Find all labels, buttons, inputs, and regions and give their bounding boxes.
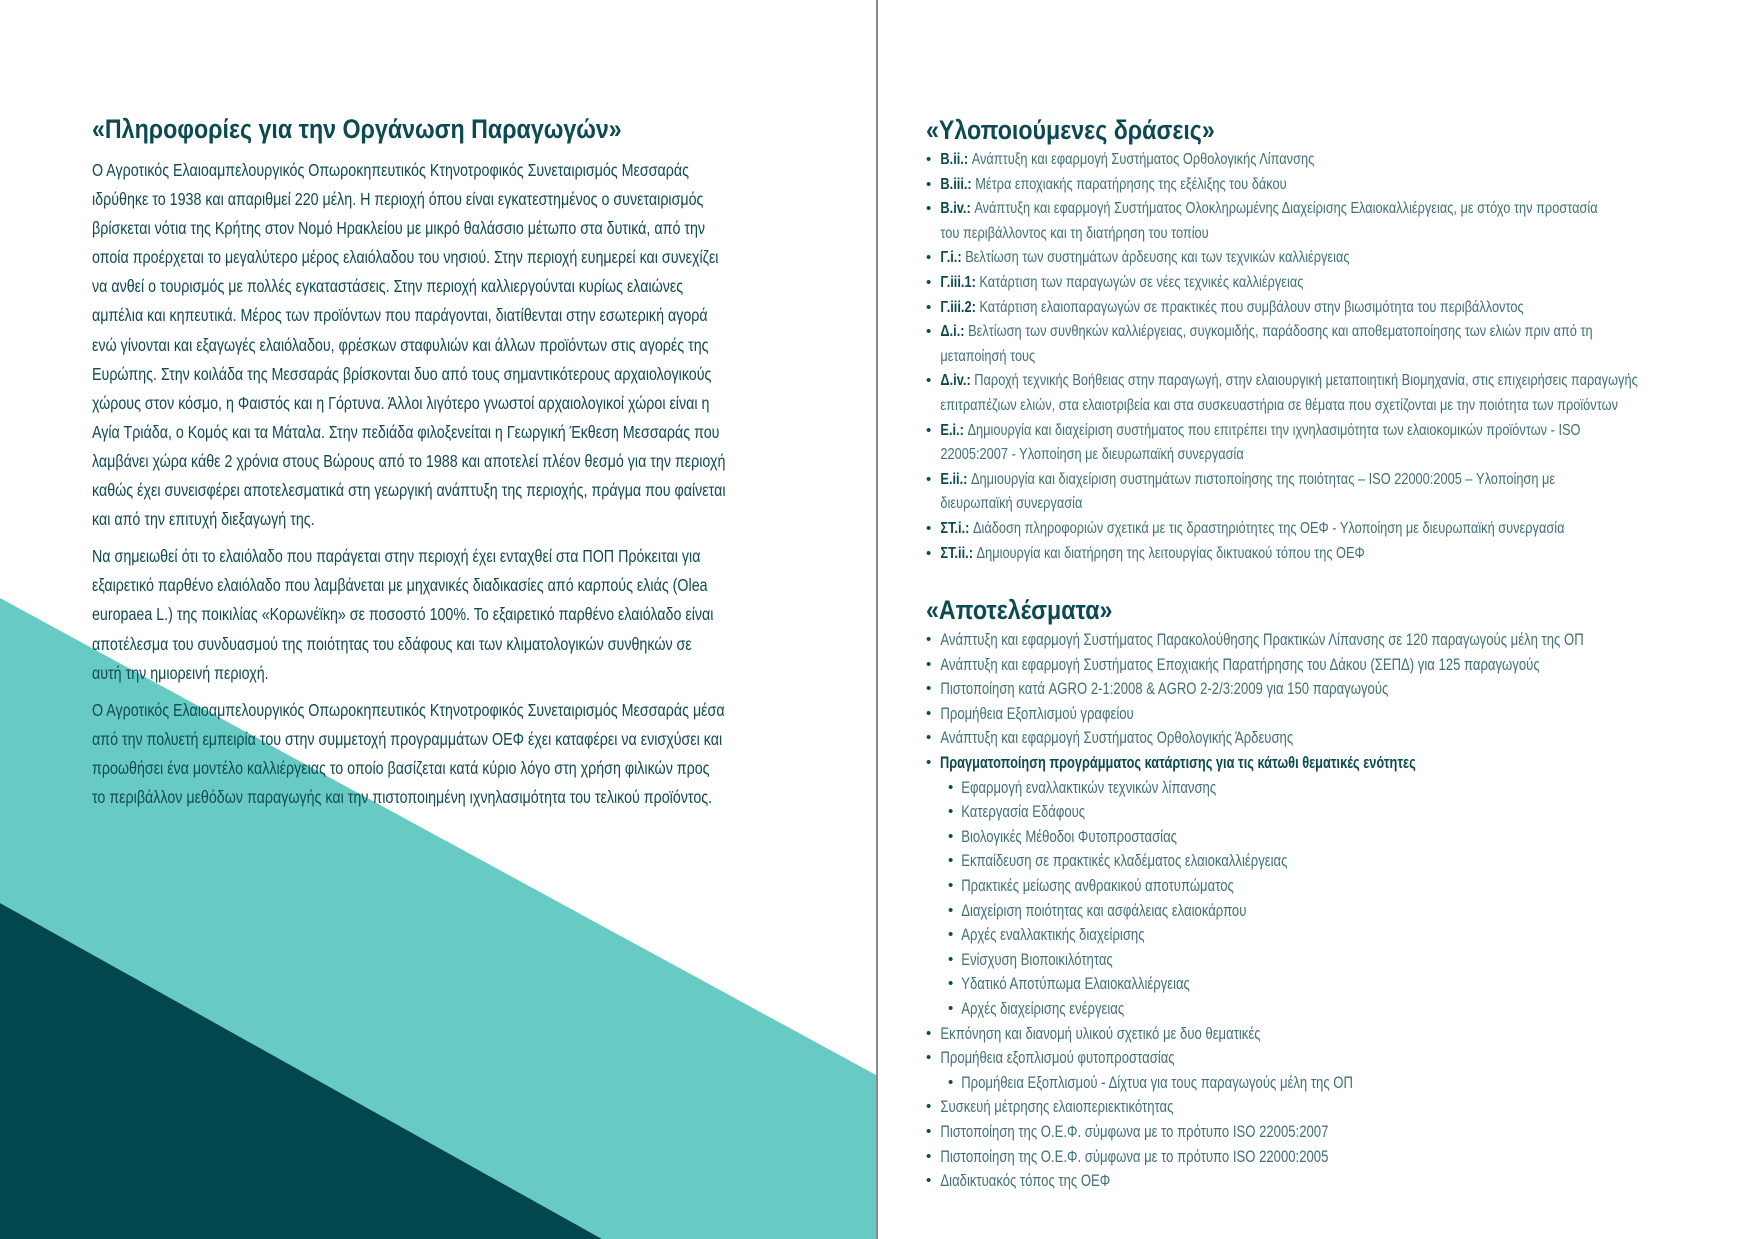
bullet-icon: •	[948, 827, 954, 845]
bullet-icon: •	[926, 1147, 932, 1165]
action-item	[926, 246, 1716, 271]
results-list	[926, 628, 1716, 1194]
action-code: Β.iv.:	[940, 200, 971, 218]
action-code: Β.ii.:	[940, 151, 969, 168]
paragraph	[92, 696, 812, 812]
result-text: Αρχές εναλλακτικής διαχείρισης	[961, 926, 1145, 945]
bullet-icon: •	[926, 1024, 932, 1042]
paragraph-line: καθώς έχει συνεισφέρει αποτελεσματικά στη γεωργική ανάπτυξη της περιοχής, πράγμα που φαίνεται	[92, 480, 726, 501]
paragraph-line: και από την επιτυχή διεξαγωγή της.	[92, 509, 315, 530]
bullet-icon: •	[926, 1098, 932, 1116]
action-item	[926, 517, 1716, 542]
action-item	[926, 296, 1716, 321]
bullet-icon: •	[948, 901, 954, 919]
paragraph-line: το περιβάλλον μεθόδων παραγωγής και την πιστοποιημένη ιχνηλασιμότητα του τελικού προϊόντος.	[92, 786, 713, 807]
paragraph	[92, 542, 812, 687]
action-code: ΣΤ.ii.:	[940, 544, 973, 562]
action-line	[940, 320, 1724, 345]
bullet-icon: •	[926, 680, 932, 698]
paragraph	[92, 156, 812, 534]
action-text: Διάδοση πληροφοριών σχετικά με τις δραστηριότητες της ΟΕΦ - Υλοποίηση με διευρωπαϊκή συνεργασία	[972, 519, 1565, 537]
paragraph-line: οποία προέρχεται το μεγαλύτερο μέρος ελαιόλαδου του νησιού. Στην περιοχή ευημερεί και συνεχίζει	[92, 247, 719, 268]
action-code: Γ.iii.1:	[940, 273, 976, 291]
result-text: Βιολογικές Μέθοδοι Φυτοπροστασίας	[961, 827, 1177, 846]
action-code: ΣΤ.i.:	[940, 519, 970, 537]
result-item	[926, 1169, 1716, 1194]
result-subitem	[926, 948, 1716, 973]
action-line	[940, 443, 1724, 468]
result-text: Υδατικό Αποτύπωμα Ελαιοκαλλιέργειας	[961, 975, 1190, 994]
result-text: Πιστοποίηση της Ο.Ε.Φ. σύμφωνα με το πρότυπο ISO 22000:2005	[940, 1147, 1329, 1166]
action-text: Ανάπτυξη και εφαρμογή Συστήματος Ολοκληρωμένης Διαχείρισης Ελαιοκαλλιέργειας, με στόχο την προστασία	[974, 200, 1598, 218]
result-text: Ανάπτυξη και εφαρμογή Συστήματος Παρακολούθησης Πρακτικών Λίπανσης σε 120 παραγωγούς μέλη της ΟΠ	[940, 631, 1584, 650]
result-subitem	[926, 899, 1716, 924]
result-text: Διαχείριση ποιότητας και ασφάλειας ελαιοκάρπου	[961, 901, 1247, 920]
action-text: Βελτίωση των συστημάτων άρδευσης και των τεχνικών καλλιέργειας	[965, 249, 1350, 267]
action-text: Κατάρτιση ελαιοπαραγωγών σε πρακτικές που συμβάλουν στην βιωσιμότητα του περιβάλλοντος	[979, 298, 1524, 316]
result-subitem	[926, 923, 1716, 948]
action-line	[940, 419, 1724, 444]
actions-list	[926, 148, 1716, 566]
result-item	[926, 1120, 1716, 1145]
action-item	[926, 542, 1716, 567]
bullet-icon: •	[948, 1000, 954, 1017]
bullet-icon: •	[926, 519, 932, 537]
result-subitem	[926, 972, 1716, 997]
result-item	[926, 628, 1716, 653]
action-item	[926, 419, 1716, 468]
bullet-icon: •	[926, 273, 932, 291]
bullet-icon: •	[948, 1073, 954, 1091]
action-code: Ε.ii.:	[940, 470, 968, 488]
action-code: Γ.i.:	[940, 249, 962, 267]
action-code: Β.iii.:	[940, 175, 972, 193]
result-text: Ανάπτυξη και εφαρμογή Συστήματος Εποχιακής Παρατήρησης του Δάκου (ΣΕΠΔ) για 125 παραγωγούς	[940, 655, 1540, 674]
action-item	[926, 148, 1716, 173]
result-text: Εκπαίδευση σε πρακτικές κλαδέματος ελαιοκαλλιέργειας	[961, 852, 1288, 871]
bullet-icon: •	[926, 175, 932, 193]
action-text: του περιβάλλοντος και τη διατήρηση του τοπίου	[940, 224, 1209, 242]
bullet-icon: •	[926, 544, 932, 562]
paragraph-line: Ο Αγροτικός Ελαιοαμπελουργικός Οπωροκηπευτικός Κτηνοτροφικός Συνεταιρισμός Μεσσαράς μέσα	[92, 699, 725, 720]
bullet-icon: •	[926, 704, 932, 722]
action-line	[940, 246, 1724, 271]
left-page	[92, 110, 812, 820]
result-text: Εφαρμογή εναλλακτικών τεχνικών λίπανσης	[961, 778, 1217, 797]
action-line	[940, 296, 1724, 321]
paragraph-line: από την πολυετή εμπειρία του στην συμμετοχή προγραμμάτων ΟΕΦ έχει καταφέρει να ενισχύσει και	[92, 728, 723, 749]
action-line	[940, 148, 1724, 173]
action-item	[926, 369, 1716, 418]
result-subitem	[926, 1071, 1716, 1096]
action-text: Βελτίωση των συνθηκών καλλιέργειας, συγκομιδής, παράδοσης και αποθεματοποίησης των ελιών πριν από τη	[968, 323, 1593, 341]
result-text: Προμήθεια Εξοπλισμού γραφείου	[940, 704, 1134, 723]
result-item	[926, 1022, 1716, 1047]
result-subitem	[926, 997, 1716, 1022]
action-line	[940, 173, 1724, 198]
paragraph-line: βρίσκεται νότια της Κρήτης στον Νομό Ηρακλείου με μικρό θαλάσσιο μέτωπο στα δυτικά, από την	[92, 218, 706, 239]
action-text: Δημιουργία και διαχείριση συστήματος που επιτρέπει την ιχνηλασιμότητα των ελαιοκομικών προϊόντων - ISO	[967, 421, 1581, 439]
paragraph-line: Να σημειωθεί ότι το ελαιόλαδο που παράγεται στην περιοχή έχει ενταχθεί στα ΠΟΠ Πρόκειται για	[92, 546, 701, 567]
bullet-icon: •	[926, 1049, 932, 1067]
action-item	[926, 271, 1716, 296]
result-item	[926, 653, 1716, 678]
paragraph-line: ενώ γίνονται και εξαγωγές ελαιόλαδου, φρέσκων σταφυλιών και άλλων προϊόντων στις αγορές της	[92, 334, 709, 355]
bullet-icon: •	[926, 421, 932, 439]
action-line	[940, 369, 1724, 394]
bullet-icon: •	[948, 950, 954, 968]
paragraph-line: Ο Αγροτικός Ελαιοαμπελουργικός Οπωροκηπευτικός Κτηνοτροφικός Συνεταιρισμός Μεσσαράς	[92, 160, 689, 180]
paragraph-line: προωθήσει ένα μοντέλο καλλιέργειας το οποίο βασίζεται κατά κύριο λόγο στη χρήση φιλικών προς	[92, 757, 710, 778]
action-line	[940, 197, 1724, 222]
paragraph-line: λαμβάνει χώρα κάθε 2 χρόνια στους Βώρους από το 1988 και αποτελεί πλέον θεσμό για την περιοχή	[92, 450, 726, 471]
action-item	[926, 468, 1716, 517]
action-text: επιτραπέζιων ελιών, στα ελαιοτριβεία και στα συσκευαστήρια σε θέματα που σχετίζονται με την ποιότητα των προϊόντων	[940, 396, 1618, 414]
results-title: «Αποτελέσματα»	[926, 595, 1113, 626]
result-subitem	[926, 776, 1716, 801]
action-line	[940, 542, 1724, 567]
result-item	[926, 1095, 1716, 1120]
paragraph-line: αποτέλεσμα του συνδυασμού της ποιότητας του εδάφους και των κλιματολογικών συνθηκών σε	[92, 633, 692, 654]
result-item	[926, 702, 1716, 727]
action-item	[926, 197, 1716, 246]
info-body	[92, 156, 812, 812]
bullet-icon: •	[926, 655, 932, 673]
bullet-icon: •	[926, 1122, 932, 1140]
result-text: Προμήθεια Εξοπλισμού - Δίχτυα για τους παραγωγούς μέλη της ΟΠ	[961, 1073, 1353, 1092]
actions-title: «Υλοποιούμενες δράσεις»	[926, 115, 1215, 145]
action-text: Ανάπτυξη και εφαρμογή Συστήματος Ορθολογικής Λίπανσης	[971, 151, 1315, 168]
result-subitem	[926, 849, 1716, 874]
action-line	[940, 345, 1724, 370]
action-line	[940, 394, 1724, 419]
bullet-icon: •	[926, 323, 932, 341]
paragraph-line: αμπέλια και κηπευτικά. Μέρος των προϊόντων που παράγονται, διατίθενται στην εσωτερική αγορά	[92, 305, 708, 326]
action-code: Ε.i.:	[940, 421, 964, 439]
page-divider	[876, 0, 878, 1239]
action-text: Παροχή τεχνικής Βοήθειας στην παραγωγή, στην ελαιουργική μεταποιητική Βιομηχανία, στις επιχειρήσεις παραγωγής	[974, 372, 1638, 390]
bullet-icon: •	[926, 298, 932, 316]
bullet-icon: •	[926, 729, 932, 747]
bullet-icon: •	[926, 151, 932, 168]
action-text: Κατάρτιση των παραγωγών σε νέες τεχνικές καλλιέργειας	[979, 273, 1304, 291]
action-line	[940, 271, 1724, 296]
action-line	[940, 492, 1724, 517]
result-subitem	[926, 874, 1716, 899]
bullet-icon: •	[948, 975, 954, 993]
paragraph-line: να ανθεί ο τουρισμός με πολλές εγκαταστάσεις. Στην περιοχή καλλιεργούνται κυρίως ελαιώνες	[92, 276, 684, 297]
action-item	[926, 173, 1716, 198]
result-text: Ανάπτυξη και εφαρμογή Συστήματος Ορθολογικής Άρδευσης	[940, 729, 1294, 748]
bullet-icon: •	[926, 249, 932, 267]
result-subitem	[926, 825, 1716, 850]
action-text: Μέτρα εποχιακής παρατήρησης της εξέλιξης του δάκου	[975, 175, 1287, 193]
bullet-icon: •	[926, 631, 932, 649]
action-line	[940, 468, 1724, 493]
paragraph-line: αυτή την ημιορεινή περιοχή.	[92, 662, 269, 683]
bullet-icon: •	[926, 754, 932, 772]
action-code: Δ.iv.:	[940, 372, 971, 390]
result-text: Αρχές διαχείρισης ενέργειας	[961, 1000, 1125, 1018]
result-item	[926, 726, 1716, 751]
right-page	[926, 112, 1716, 1194]
result-text: Διαδικτυακός τόπος της ΟΕΦ	[940, 1172, 1111, 1191]
result-text: Κατεργασία Εδάφους	[961, 803, 1086, 822]
action-text: 22005:2007 - Υλοποίηση με διευρωπαϊκή συνεργασία	[940, 446, 1244, 464]
result-subitem	[926, 800, 1716, 825]
action-item	[926, 320, 1716, 369]
result-text: Πραγματοποίηση προγράμματος κατάρτισης για τις κάτωθι θεματικές ενότητες	[940, 754, 1416, 773]
result-text: Πιστοποίηση κατά AGRO 2-1:2008 & AGRO 2-2/3:2009 για 150 παραγωγούς	[940, 680, 1389, 699]
bullet-icon: •	[926, 470, 932, 488]
bullet-icon: •	[948, 877, 954, 895]
paragraph-line: χώρους στον κόσμο, η Φαιστός και η Γόρτυνα. Άλλοι λιγότερο γνωστοί αρχαιολογικοί χώροι είναι η	[92, 392, 710, 413]
result-item	[926, 1046, 1716, 1071]
action-text: μεταποίησή τους	[940, 347, 1036, 365]
action-code: Δ.i.:	[940, 323, 965, 341]
paragraph-line: ιδρύθηκε το 1938 και απαριθμεί 220 μέλη. Η περιοχή όπου είναι εγκατεστημένος ο συνεταιρισμός	[92, 189, 704, 210]
result-item	[926, 677, 1716, 702]
action-text: Δημιουργία και διατήρηση της λειτουργίας δικτυακού τόπου της ΟΕΦ	[976, 544, 1365, 562]
result-text: Ενίσχυση Βιοποικιλότητας	[961, 950, 1113, 969]
result-text: Προμήθεια εξοπλισμού φυτοπροστασίας	[940, 1049, 1175, 1068]
action-line	[940, 222, 1724, 247]
bullet-icon: •	[926, 200, 932, 218]
info-title: «Πληροφορίες για την Οργάνωση Παραγωγών»	[92, 114, 622, 144]
action-code: Γ.iii.2:	[940, 298, 976, 316]
action-text: διευρωπαϊκή συνεργασία	[940, 495, 1083, 513]
result-item	[926, 751, 1716, 776]
bullet-icon: •	[926, 1172, 932, 1190]
result-text: Συσκευή μέτρησης ελαιοπεριεκτικότητας	[940, 1098, 1174, 1117]
bullet-icon: •	[948, 778, 954, 796]
action-text: Δημιουργία και διαχείριση συστημάτων πιστοποίησης της ποιότητας – ISO 22000:2005 – Υλοποίηση με	[970, 470, 1556, 488]
result-text: Εκπόνηση και διανομή υλικού σχετικό με δυο θεματικές	[940, 1024, 1261, 1043]
result-text: Πρακτικές μείωσης ανθρακικού αποτυπώματος	[961, 877, 1234, 896]
bullet-icon: •	[948, 926, 954, 944]
result-item	[926, 1145, 1716, 1170]
paragraph-line: Αγία Τριάδα, ο Κομός και τα Μάταλα. Στην πεδιάδα φιλοξενείται η Γεωργική Έκθεση Μεσσαράς που	[92, 421, 720, 442]
paragraph-line: europaea L.) της ποικιλίας «Κορωνέϊκη» σε ποσοστό 100%. Το εξαιρετικό παρθένο ελαιόλαδο είναι	[92, 604, 714, 625]
result-text: Πιστοποίηση της Ο.Ε.Φ. σύμφωνα με το πρότυπο ISO 22005:2007	[940, 1122, 1329, 1141]
paragraph-line: Ευρώπης. Στην κοιλάδα της Μεσσαράς βρίσκονται δυο από τους σημαντικότερους αρχαιολογικούς	[92, 363, 712, 384]
action-line	[940, 517, 1724, 542]
paragraph-line: εξαιρετικό παρθένο ελαιόλαδο που λαμβάνεται με μηχανικές διαδικασίες από καρπούς ελιάς (Olea	[92, 575, 708, 596]
bullet-icon: •	[926, 372, 932, 390]
bullet-icon: •	[948, 803, 954, 821]
bullet-icon: •	[948, 852, 954, 870]
